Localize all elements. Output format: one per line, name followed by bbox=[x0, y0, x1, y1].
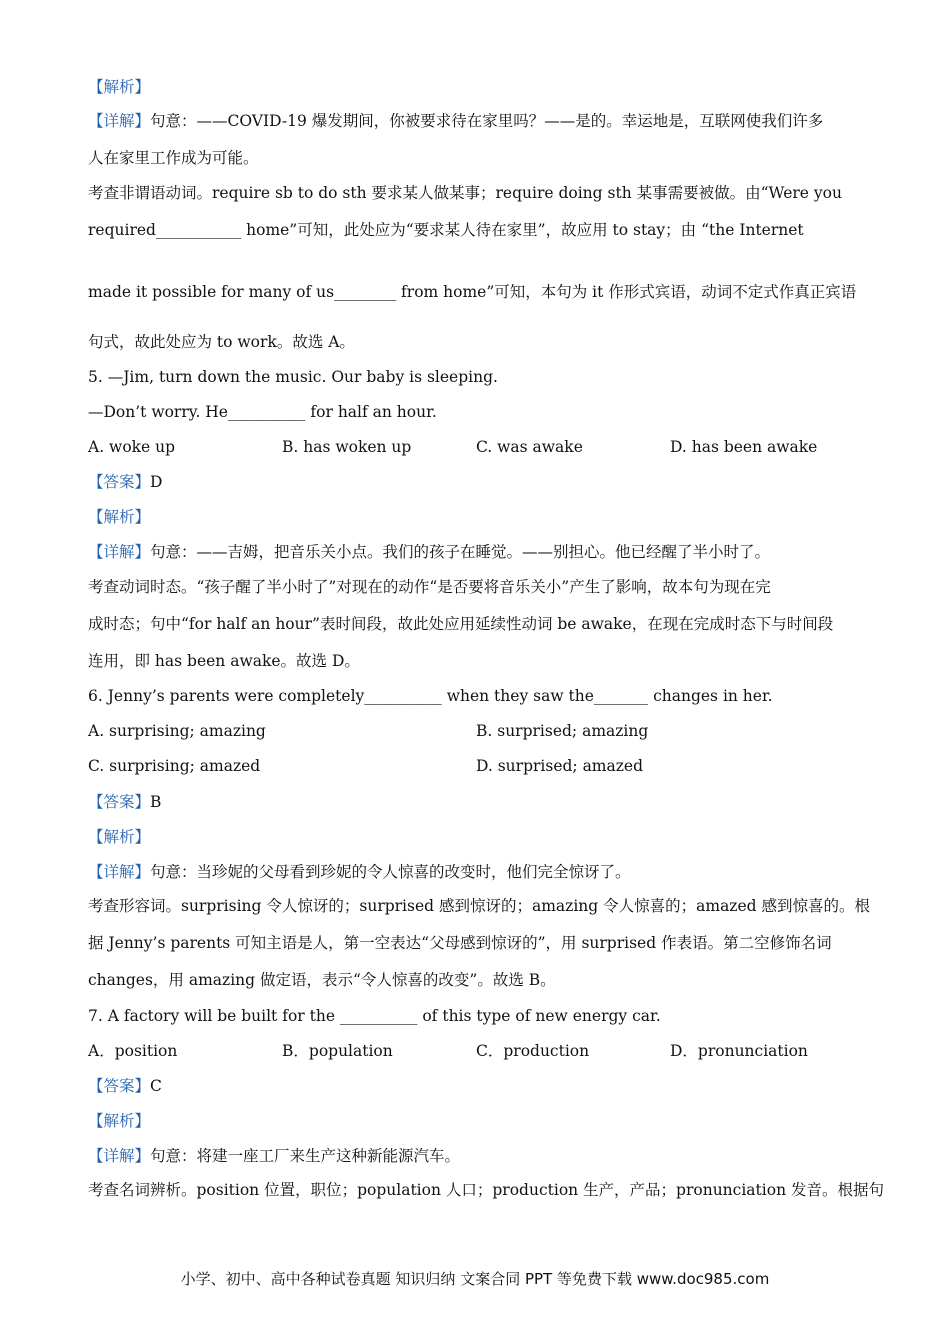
detail-line bbox=[88, 1146, 460, 1166]
detail-text-cont: 人在家里工作成为可能。 bbox=[88, 149, 259, 167]
answer-value: C bbox=[150, 1077, 162, 1095]
detail-text-cont: 考查动词时态。“孩子醒了半小时了”对现在的动作“是否要将音乐关小”产生了影响，故本句为现在完 bbox=[88, 578, 771, 596]
answer-value: D bbox=[150, 473, 163, 491]
answer-value: B bbox=[150, 793, 162, 811]
option-c: C．production bbox=[476, 1042, 590, 1060]
option-c: C. surprising; amazed bbox=[88, 757, 261, 775]
option-a: A. woke up bbox=[88, 438, 176, 456]
detail-text-cont: 考查形容词。surprising 令人惊讶的；surprised 感到惊讶的；amazing 令人惊喜的；amazed 感到惊喜的。根 bbox=[88, 897, 870, 915]
answer-tag: 【答案】 bbox=[88, 473, 151, 491]
analysis-tag: 【解析】 bbox=[88, 508, 151, 526]
option-b: B. surprised; amazing bbox=[476, 722, 649, 740]
option-d: D. surprised; amazed bbox=[476, 757, 644, 775]
detail-tag: 【详解】 bbox=[88, 112, 151, 130]
detail-text: 句意：——COVID-19 爆发期间，你被要求待在家里吗？——是的。幸运地是，互联网使我们许多 bbox=[150, 112, 824, 130]
option-d: D. has been awake bbox=[670, 438, 818, 456]
detail-text-cont: required___________ home”可知，此处应为“要求某人待在家里”，故应用 to stay；由 “the Internet bbox=[88, 221, 804, 239]
detail-text: 句意：——吉姆，把音乐关小点。我们的孩子在睡觉。——别担心。他已经醒了半小时了。 bbox=[150, 543, 771, 561]
answer-tag: 【答案】 bbox=[88, 1077, 151, 1095]
detail-text-cont: made it possible for many of us________ from home”可知，本句为 it 作形式宾语，动词不定式作真正宾语 bbox=[88, 283, 857, 301]
option-d: D．pronunciation bbox=[670, 1042, 808, 1060]
question-stem: 5. —Jim, turn down the music. Our baby is sleeping. bbox=[88, 368, 498, 386]
question-stem: —Don’t worry. He__________ for half an hour. bbox=[88, 403, 437, 421]
detail-tag: 【详解】 bbox=[88, 1147, 151, 1165]
option-a: A. surprising; amazing bbox=[88, 722, 266, 740]
detail-line bbox=[88, 862, 631, 882]
detail-text: 句意：当珍妮的父母看到珍妮的令人惊喜的改变时，他们完全惊讶了。 bbox=[150, 863, 631, 881]
detail-text-cont: changes，用 amazing 做定语，表示“令人惊喜的改变”。故选 B。 bbox=[88, 971, 556, 989]
answer-line bbox=[88, 792, 161, 812]
detail-tag: 【详解】 bbox=[88, 863, 151, 881]
answer-tag: 【答案】 bbox=[88, 793, 151, 811]
page-footer: 小学、初中、高中各种试卷真题 知识归纳 文案合同 PPT 等免费下载 www.doc985.com bbox=[180, 1270, 770, 1288]
analysis-tag: 【解析】 bbox=[88, 1112, 151, 1130]
option-b: B. has woken up bbox=[282, 438, 412, 456]
detail-tag: 【详解】 bbox=[88, 543, 151, 561]
detail-text-cont: 据 Jenny’s parents 可知主语是人，第一空表达“父母感到惊讶的”，用 surprised 作表语。第二空修饰名词 bbox=[88, 934, 832, 952]
question-stem: 6. Jenny’s parents were completely__________ when they saw the_______ changes in her. bbox=[88, 687, 773, 705]
option-b: B．population bbox=[282, 1042, 393, 1060]
answer-line bbox=[88, 1076, 162, 1096]
option-a: A．position bbox=[88, 1042, 178, 1060]
detail-text-cont: 考查名词辨析。position 位置，职位；population 人口；production 生产，产品；pronunciation 发音。根据句 bbox=[88, 1181, 884, 1199]
detail-text-cont: 考查非谓语动词。require sb to do sth 要求某人做某事；require doing sth 某事需要被做。由“Were you bbox=[88, 184, 842, 202]
option-c: C. was awake bbox=[476, 438, 583, 456]
analysis-tag: 【解析】 bbox=[88, 78, 151, 96]
detail-text-cont: 句式，故此处应为 to work。故选 A。 bbox=[88, 333, 355, 351]
answer-line bbox=[88, 472, 162, 492]
detail-text-cont: 连用，即 has been awake。故选 D。 bbox=[88, 652, 360, 670]
question-stem: 7. A factory will be built for the __________ of this type of new energy car. bbox=[88, 1007, 661, 1025]
analysis-tag: 【解析】 bbox=[88, 828, 151, 846]
detail-line bbox=[88, 542, 770, 562]
detail-text: 句意：将建一座工厂来生产这种新能源汽车。 bbox=[150, 1147, 461, 1165]
detail-line bbox=[88, 111, 823, 131]
detail-text-cont: 成时态；句中“for half an hour”表时间段，故此处应用延续性动词 be awake，在现在完成时态下与时间段 bbox=[88, 615, 834, 633]
